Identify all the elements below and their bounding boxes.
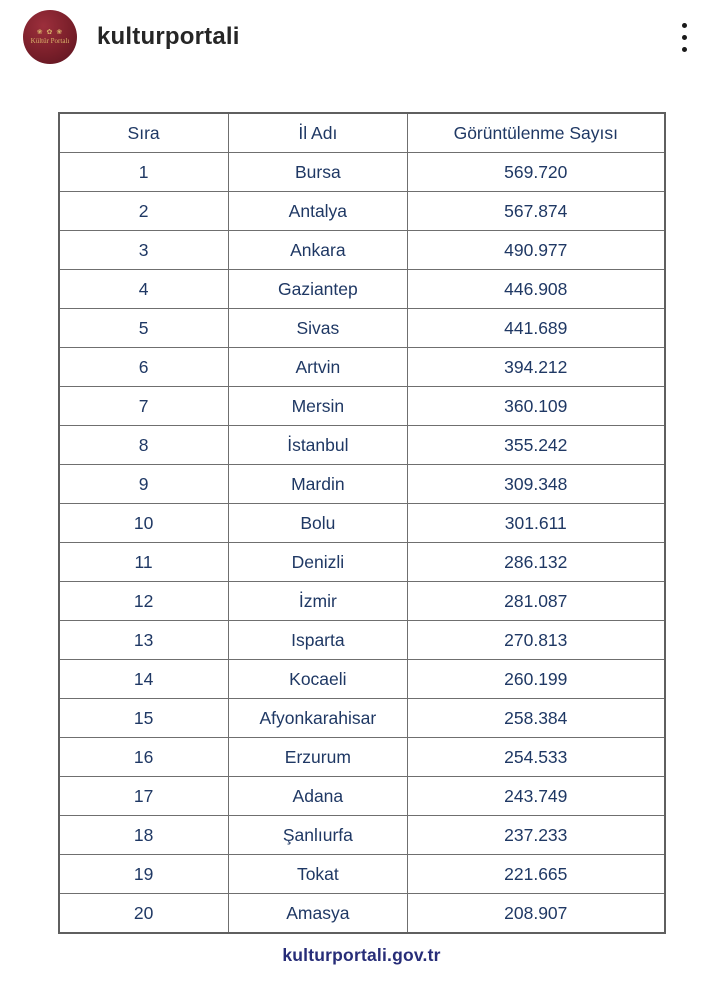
column-header-views: Görüntülenme Sayısı (408, 113, 665, 153)
views-cell: 281.087 (408, 582, 665, 621)
rank-cell: 7 (59, 387, 229, 426)
province-cell: Isparta (228, 621, 407, 660)
rank-cell: 5 (59, 309, 229, 348)
table-row (59, 816, 665, 855)
views-cell: 394.212 (408, 348, 665, 387)
username-link[interactable]: kulturportali (97, 23, 240, 50)
province-cell: Artvin (228, 348, 407, 387)
province-cell: Sivas (228, 309, 407, 348)
views-cell: 490.977 (408, 231, 665, 270)
views-cell: 360.109 (408, 387, 665, 426)
province-cell: Bolu (228, 504, 407, 543)
views-cell: 254.533 (408, 738, 665, 777)
table-row (59, 231, 665, 270)
column-header-rank: Sıra (59, 113, 229, 153)
province-cell: İzmir (228, 582, 407, 621)
table-row (59, 426, 665, 465)
website-link: kulturportali.gov.tr (282, 945, 441, 965)
kebab-dot (682, 47, 687, 52)
views-cell: 446.908 (408, 270, 665, 309)
table-row (59, 582, 665, 621)
table-row (59, 777, 665, 816)
province-cell: Ankara (228, 231, 407, 270)
table-row (59, 309, 665, 348)
province-cell: Mersin (228, 387, 407, 426)
province-cell: Tokat (228, 855, 407, 894)
column-header-province: İl Adı (228, 113, 407, 153)
rank-cell: 9 (59, 465, 229, 504)
province-cell: Amasya (228, 894, 407, 934)
rank-cell: 2 (59, 192, 229, 231)
table-row (59, 270, 665, 309)
avatar[interactable] (23, 10, 77, 64)
table-row (59, 192, 665, 231)
province-cell: Gaziantep (228, 270, 407, 309)
rank-cell: 3 (59, 231, 229, 270)
province-cell: Adana (228, 777, 407, 816)
views-cell: 355.242 (408, 426, 665, 465)
views-cell: 258.384 (408, 699, 665, 738)
rank-cell: 15 (59, 699, 229, 738)
avatar-ornament-icon: ❀ ✿ ❀ (36, 28, 64, 36)
province-cell: Erzurum (228, 738, 407, 777)
rank-cell: 20 (59, 894, 229, 934)
rank-cell: 11 (59, 543, 229, 582)
table-row (59, 348, 665, 387)
kebab-dot (682, 35, 687, 40)
rank-cell: 19 (59, 855, 229, 894)
province-cell: Antalya (228, 192, 407, 231)
avatar-logo-text: Kültür Portalı (30, 36, 70, 45)
table-row (59, 465, 665, 504)
views-cell: 567.874 (408, 192, 665, 231)
province-cell: Şanlıurfa (228, 816, 407, 855)
province-cell: Afyonkarahisar (228, 699, 407, 738)
province-cell: Kocaeli (228, 660, 407, 699)
table-row (59, 504, 665, 543)
province-cell: Bursa (228, 153, 407, 192)
table-row (59, 153, 665, 192)
table-row (59, 387, 665, 426)
post-header (0, 0, 723, 74)
views-cell: 286.132 (408, 543, 665, 582)
views-cell: 221.665 (408, 855, 665, 894)
rank-cell: 10 (59, 504, 229, 543)
rank-cell: 17 (59, 777, 229, 816)
views-cell: 569.720 (408, 153, 665, 192)
province-cell: Mardin (228, 465, 407, 504)
table-header-row (59, 113, 665, 153)
rank-cell: 4 (59, 270, 229, 309)
province-cell: Denizli (228, 543, 407, 582)
views-cell: 270.813 (408, 621, 665, 660)
views-cell: 441.689 (408, 309, 665, 348)
rank-cell: 13 (59, 621, 229, 660)
table-row (59, 738, 665, 777)
views-cell: 260.199 (408, 660, 665, 699)
rank-cell: 8 (59, 426, 229, 465)
rank-cell: 1 (59, 153, 229, 192)
table-row (59, 660, 665, 699)
table-row (59, 855, 665, 894)
province-cell: İstanbul (228, 426, 407, 465)
views-cell: 208.907 (408, 894, 665, 934)
rank-cell: 6 (59, 348, 229, 387)
table-container (58, 112, 666, 934)
rank-cell: 16 (59, 738, 229, 777)
views-cell: 301.611 (408, 504, 665, 543)
table-row (59, 543, 665, 582)
rank-cell: 12 (59, 582, 229, 621)
province-views-table (58, 112, 666, 934)
kebab-dot (682, 23, 687, 28)
views-cell: 237.233 (408, 816, 665, 855)
table-row (59, 894, 665, 934)
rank-cell: 18 (59, 816, 229, 855)
rank-cell: 14 (59, 660, 229, 699)
table-row (59, 621, 665, 660)
kebab-menu-icon[interactable] (678, 19, 691, 56)
views-cell: 309.348 (408, 465, 665, 504)
table-row (59, 699, 665, 738)
views-cell: 243.749 (408, 777, 665, 816)
